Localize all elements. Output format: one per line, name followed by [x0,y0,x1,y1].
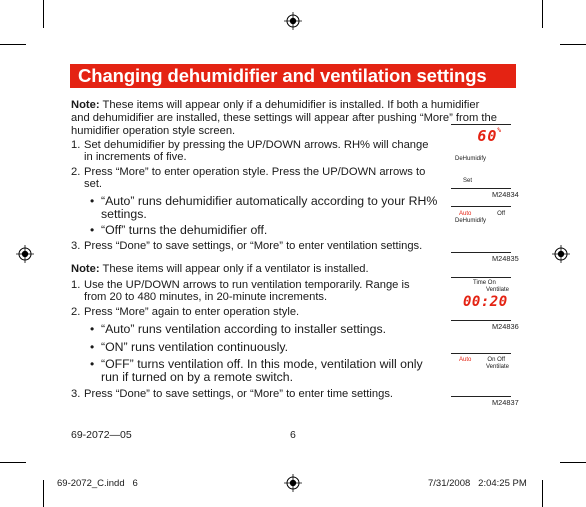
thermostat-display [451,353,511,397]
crop-mark [560,44,586,45]
step-text: Press “More” again to enter operation style. [84,306,300,318]
registration-mark-icon [16,245,34,263]
step-text: Press “More” to enter operation style. Press the UP/DOWN arrows to [84,166,426,178]
step-number: 2. [71,166,81,178]
step-text: Press “Done” to save settings, or “More” to enter ventilation settings. [84,240,423,252]
crop-mark [0,44,26,45]
display-label: Time On [473,280,496,286]
bullet-text: settings. [101,207,147,221]
note-text: These items will appear only if a ventilator is installed. [102,263,369,275]
bullet-text: run if turned on by a remote switch. [101,370,294,384]
step-text: Press “Done” to save settings, or “More” to enter time settings. [84,388,394,400]
step-number: 3. [71,388,81,400]
display-label: Ventilate [485,364,509,370]
step-text: Use the UP/DOWN arrows to run ventilation temporarily. Range is [84,279,410,291]
note-text: humidifier operation style screen. [71,125,236,137]
step-text: Set dehumidifier by pressing the UP/DOWN arrows. RH% will change [84,139,429,151]
display-value: 00:20 [463,294,508,310]
display-label-active: Auto [459,211,472,217]
note-paragraph [71,263,369,276]
bullet-text: “ON” runs ventilation continuously. [101,340,289,354]
display-label: On Off [487,357,505,363]
step-number: 3. [71,240,81,252]
crop-mark [560,462,586,463]
step-number: 2. [71,306,81,318]
section-title-bar [70,64,516,88]
section-title: Changing dehumidifier and ventilation settings [78,65,487,86]
thermostat-display [451,124,511,189]
figure-id: M24836 [492,322,519,331]
bullet-text: “Off” turns the dehumidifier off. [101,223,268,237]
registration-mark-icon [284,12,302,30]
step-text: in increments of five. [84,151,187,163]
crop-mark [43,0,44,28]
display-label: Set [463,178,473,184]
bullet-icon: • [90,357,95,371]
crop-mark [0,462,26,463]
bullet-icon: • [90,194,95,208]
registration-mark-icon [552,245,570,263]
print-timestamp: 7/31/2008 2:04:25 PM [428,478,527,489]
display-label: DeHumidify [455,218,487,224]
step-text: set. [84,178,103,190]
display-label-active: Auto [459,357,472,363]
thermostat-display [451,206,511,253]
bullet-icon: • [90,340,95,354]
note-text: These items will appear only if a dehumidifier is installed. If both a humidifier [102,99,480,111]
bullet-text: “Auto” runs ventilation according to installer settings. [101,322,387,336]
note-label: Note: [71,263,100,275]
display-label: Off [497,211,505,217]
step-number: 1. [71,139,81,151]
document-number: 69-2072—05 [71,429,132,441]
bullet-text: “OFF” turns ventilation off. In this mode, ventilation will only [101,357,423,371]
display-value: 60% [477,127,502,145]
step-number: 1. [71,279,81,291]
step-text: from 20 to 480 minutes, in 20-minute increments. [84,291,328,303]
note-text: and dehumidifier are installed, these settings will appear after pushing “More” from the [71,112,497,124]
figure-id: M24835 [492,254,519,263]
display-label: Ventilate [485,287,509,293]
crop-mark [43,480,44,507]
figure-id: M24837 [492,398,519,407]
bullet-icon: • [90,223,95,237]
bullet-text: “Auto” runs dehumidifier automatically according to your RH% [101,194,438,208]
crop-mark [542,0,543,28]
registration-mark-icon [284,474,302,492]
note-label: Note: [71,99,100,111]
bullet-icon: • [90,322,95,336]
file-slug: 69-2072_C.indd 6 [57,478,138,489]
page-number: 6 [290,429,296,441]
display-label: DeHumidify [455,156,487,162]
thermostat-display [451,277,511,321]
crop-mark [542,480,543,507]
figure-id: M24834 [492,190,519,199]
note-paragraph [71,99,479,112]
